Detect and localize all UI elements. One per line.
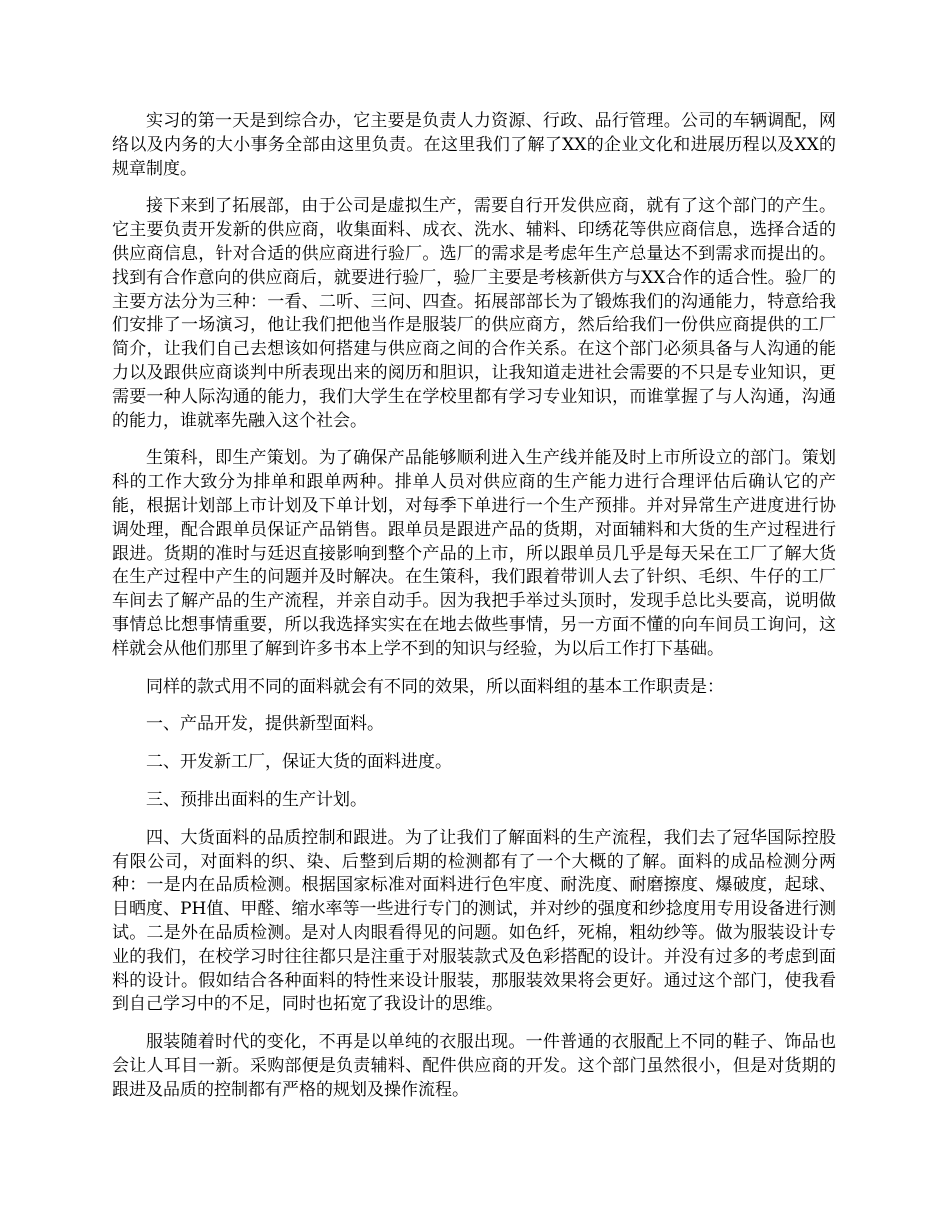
list-item-duty-3: 三、预排出面料的生产计划。 [146, 789, 367, 810]
paragraph-purchasing-department: 服装随着时代的变化，不再是以单纯的衣服出现。一件普通的衣服配上不同的鞋子、饰品也会让人耳目一新。采购部便是负责辅料、配件供应商的开发。这个部门虽然很小，但是对货期的跟进及品质的控制都有严格的规划及操作流程。 [112, 1032, 836, 1100]
list-item-duty-2: 二、开发新工厂，保证大货的面料进度。 [146, 752, 452, 773]
list-item-duty-4: 四、大货面料的品质控制和跟进。为了让我们了解面料的生产流程，我们去了冠华国际控股有限公司，对面料的织、染、后整到后期的检测都有了一个大概的了解。面料的成品检测分两种：一是内在品质检测。根据国家标准对面料进行色牢度、耐洗度、耐磨擦度、爆破度，起球、日晒度、PH值、甲醛、缩水率等一些进行专门的测试，并对纱的强度和纱捻度用专用设备进行测试。二是外在品质检测。是对人肉眼看得见的问题。如色纤，死棉，粗幼纱等。做为服装设计专业的我们，在校学习时往往都只是注重于对服装款式及色彩搭配的设计。并没有过多的考虑到面料的设计。假如结合各种面料的特性来设计服装，那服装效果将会更好。通过这个部门，使我看到自己学习中的不足，同时也拓宽了我设计的思维。 [112, 827, 836, 1015]
paragraph-production-planning: 生策科，即生产策划。为了确保产品能够顺利进入生产线并能及时上市所设立的部门。策划科的工作大致分为排单和跟单两种。排单人员对供应商的生产能力进行合理评估后确认它的产能，根据计划部上市计划及下单计划，对每季下单进行一个生产预排。并对异常生产进度进行协调处理，配合跟单员保证产品销售。跟单员是跟进产品的货期，对面辅料和大货的生产过程进行跟进。货期的准时与廷迟直接影响到整个产品的上市，所以跟单员几乎是每天呆在工厂了解大货在生产过程中产生的问题并及时解决。在生策科，我们跟着带训人去了针织、毛织、牛仔的工厂车间去了解产品的生产流程，并亲自动手。因为我把手举过头顶时，发现手总比头要高，说明做事情总比想事情重要，所以我选择实实在在地去做些事情，另一方面不懂的向车间员工询问，这样就会从他们那里了解到许多书本上学不到的知识与经验，为以后工作打下基础。 [112, 448, 836, 659]
paragraph-fabric-group-intro: 同样的款式用不同的面料就会有不同的效果，所以面料组的基本工作职责是： [146, 676, 724, 697]
list-item-duty-1: 一、产品开发，提供新型面料。 [146, 714, 384, 735]
paragraph-expansion-department: 接下来到了拓展部，由于公司是虚拟生产，需要自行开发供应商，就有了这个部门的产生。它主要负责开发新的供应商，收集面料、成衣、洗水、辅料、印绣花等供应商信息，选择合适的供应商信息，针对合适的供应商进行验厂。选厂的需求是考虑年生产总量达不到需求而提出的。找到有合作意向的供应商后，就要进行验厂，验厂主要是考核新供方与XX合作的适合性。验厂的主要方法分为三种：一看、二听、三问、四查。拓展部部长为了锻炼我们的沟通能力，特意给我们安排了一场演习，他让我们把他当作是服装厂的供应商方，然后给我们一份供应商提供的工厂简介，让我们自己去想该如何搭建与供应商之间的合作关系。在这个部门必须具备与人沟通的能力以及跟供应商谈判中所表现出来的阅历和胆识，让我知道走进社会需要的不只是专业知识，更需要一种人际沟通的能力，我们大学生在学校里都有学习专业知识，而谁掌握了与人沟通，沟通的能力，谁就率先融入这个社会。 [112, 196, 836, 431]
paragraph-comprehensive-office: 实习的第一天是到综合办，它主要是负责人力资源、行政、品行管理。公司的车辆调配，网络以及内务的大小事务全部由这里负责。在这里我们了解了XX的企业文化和进展历程以及XX的规章制度。 [112, 111, 836, 179]
document-body [112, 110, 836, 1116]
